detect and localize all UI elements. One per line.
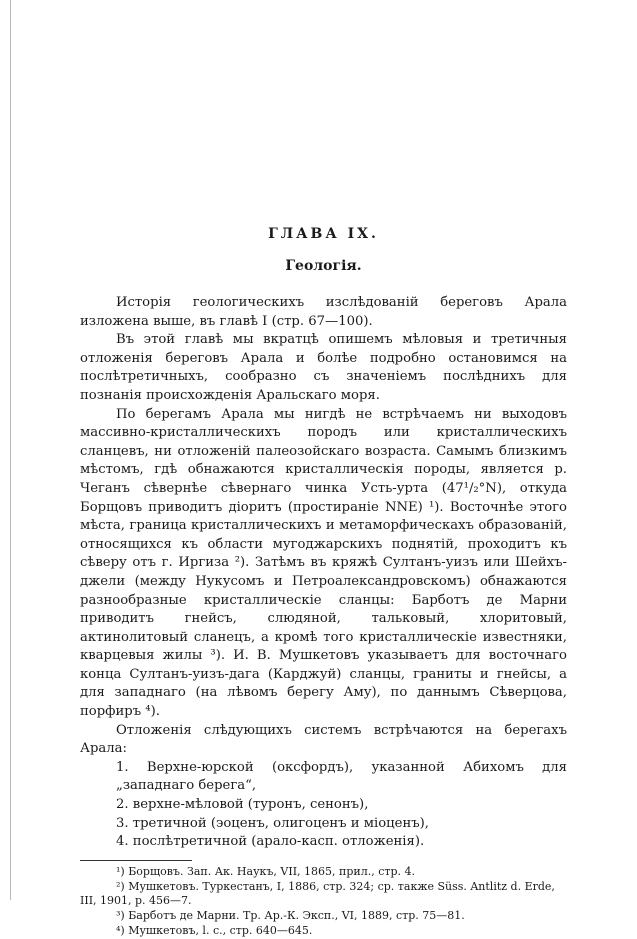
paragraph: По берегамъ Арала мы нигдѣ не встрѣчаемъ ни выходовъ массивно-кристаллическихъ породъ или кристаллическихъ сланцевъ, ни отложенiй палеозойскаго возраста. Самымъ близкимъ мѣстомъ, гдѣ обнажаются кристаллическiя породы, является р. Чеганъ сѣвернѣе сѣвернаго чинка Усть-урта (47¹/₂°N), откуда Борщовъ приводитъ дiоритъ (простиранiе NNE) ¹). Восточнѣе этого мѣста, граница кристаллическихъ и метаморфическахъ образованiй, относящихся къ области мугоджарскихъ поднятiй, проходитъ къ сѣверу отъ г. Иргиза ²). Затѣмъ въ кряжѣ Султанъ-уизъ или Шейхъ-джели (между Нукусомъ и Петроалександровскомъ) обнажаются разнообразные кристаллическiе сланцы: Барботъ де Марни приводитъ гнейсъ, слюдяной, тальковый, хлоритовый, актинолитовый сланецъ, а кромѣ того кристаллическiе известняки, кварцевыя жилы ³). И. В. Мушкетовъ указываетъ для восточнаго конца Султанъ-уизъ-дага (Карджуй) сланцы, граниты и гнейсы, а для западнаго (на лѣвомъ берегу Аму), по даннымъ Сѣверцова, порфиръ ⁴).	[80, 406, 567, 720]
footnote: ³) Барботъ де Марни. Тр. Ар.-К. Эксп., VI, 1889, стр. 75—81.	[116, 909, 465, 923]
section-title: Геологiя.	[285, 258, 362, 274]
paragraph: Отложенiя слѣдующихъ системъ встрѣчаются на берегахъ Арала:	[80, 722, 567, 757]
page-edge-rule	[0, 0, 11, 900]
footnote: ⁴) Мушкетовъ, l. c., стр. 640—645.	[116, 924, 313, 937]
body-text	[80, 294, 567, 852]
chapter-heading: ГЛАВА IX.	[268, 226, 379, 242]
document-page	[80, 226, 567, 939]
footnote-divider	[80, 860, 192, 861]
footnotes	[80, 865, 567, 939]
list-item: 1. Верхне-юрской (оксфордъ), указанной Абихомъ для „западнаго берега“,	[116, 759, 567, 794]
list-item: 3. третичной (эоценъ, олигоценъ и мiоценъ),	[116, 815, 429, 831]
list-item: 2. верхне-мѣловой (туронъ, сенонъ),	[116, 797, 369, 813]
paragraph: Исторiя геологическихъ изслѣдованiй береговъ Арала изложена выше, въ главѣ I (стр. 67—100).	[80, 295, 567, 329]
footnote: ¹) Борщовъ. Зап. Ак. Наукъ, VII, 1865, прил., стр. 4.	[116, 864, 415, 878]
list-item: 4. послѣтретичной (арало-касп. отложенiя).	[116, 834, 425, 850]
footnote: ²) Мушкетовъ. Туркестанъ, I, 1886, стр. 324; ср. также Süss. Antlitz d. Erde, III, 1901, р. 456—7.	[80, 879, 555, 908]
paragraph: Въ этой главѣ мы вкратцѣ опишемъ мѣловыя и третичныя отложенiя береговъ Арала и болѣе подробно остановимся на послѣтретичныхъ, сообразно съ значенiемъ послѣднихъ для познанiя происхожденiя Аральскаго моря.	[80, 332, 567, 403]
